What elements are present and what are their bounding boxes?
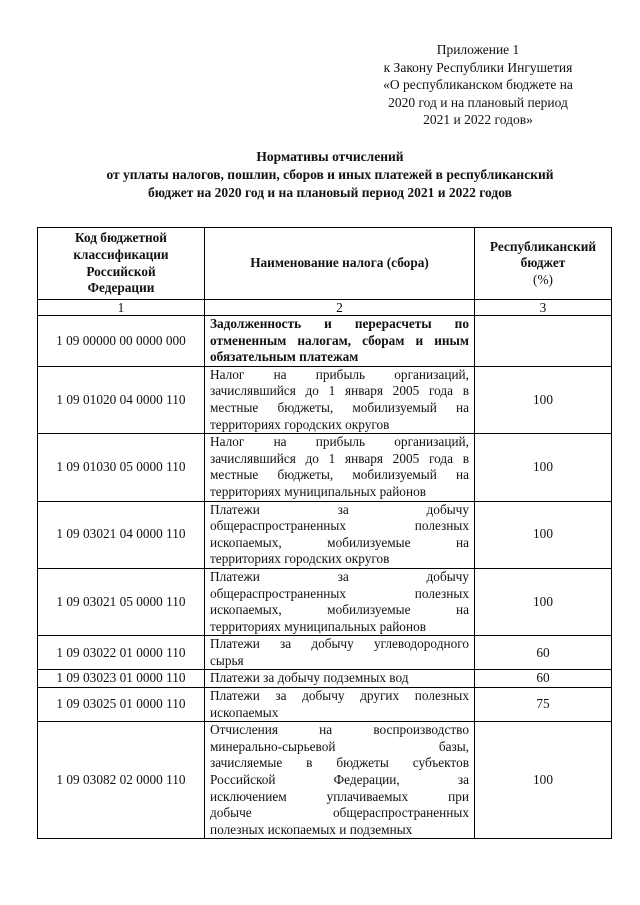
budget-percent: 100: [475, 501, 612, 568]
tax-name-line: территориях муниципальных районов: [210, 483, 427, 499]
tax-name-line: территориях городских округов: [210, 551, 390, 567]
tax-name-line: зачислявшийся до 1 января 2005 года в: [210, 450, 469, 466]
appendix-line: 2020 год и на плановый период: [388, 94, 568, 110]
tax-name: [205, 434, 475, 501]
budget-code: 1 09 03082 02 0000 110: [38, 722, 205, 839]
tax-name-line: Отчисления на воспроизводство: [210, 722, 469, 738]
tax-name-line: Платежи за добычу других полезных: [210, 688, 469, 704]
table-row: [38, 670, 612, 688]
table-header-row: [38, 228, 612, 300]
tax-name-line: территориях муниципальных районов: [210, 618, 427, 634]
tax-name: [205, 568, 475, 635]
budget-percent: 100: [475, 722, 612, 839]
document-title: [30, 148, 630, 202]
budget-code: 1 09 03021 05 0000 110: [38, 568, 205, 635]
budget-percent: 100: [475, 434, 612, 501]
tax-name-line: зачисляемые в бюджеты субъектов: [210, 755, 469, 771]
tax-name: [205, 670, 475, 688]
budget-code: 1 09 03022 01 0000 110: [38, 636, 205, 670]
budget-percent: 60: [475, 636, 612, 670]
header-budget: Республиканский бюджет (%): [475, 228, 612, 300]
appendix-line: «О республиканском бюджете на: [383, 77, 573, 92]
table-row: [38, 688, 612, 722]
budget-percent: 75: [475, 688, 612, 722]
tax-name-line: местные бюджеты, мобилизуемый на: [210, 399, 469, 415]
tax-name-line: отмененным налогам, сборам и иным: [210, 332, 469, 348]
header-name: Наименование налога (сбора): [205, 228, 475, 300]
table-row: [38, 501, 612, 568]
column-number-row: [38, 300, 612, 316]
tax-name-line: ископаемых: [210, 704, 279, 720]
appendix-line: к Закону Республики Ингушетия: [383, 59, 573, 75]
tax-name-line: общераспространенных полезных: [210, 585, 469, 601]
header-unit: (%): [533, 271, 553, 287]
table-row: [38, 568, 612, 635]
column-number: 2: [205, 300, 475, 316]
tax-name: [205, 688, 475, 722]
budget-code: 1 09 03023 01 0000 110: [38, 670, 205, 688]
budget-code: 1 09 03025 01 0000 110: [38, 688, 205, 722]
tax-name-line: Налог на прибыль организаций,: [210, 366, 469, 382]
column-number: 1: [38, 300, 205, 316]
tax-norms-table: [37, 227, 612, 839]
budget-percent: [475, 316, 612, 367]
budget-code: 1 09 01020 04 0000 110: [38, 366, 205, 433]
tax-name-line: обязательным платежам: [210, 349, 359, 365]
table-row: [38, 434, 612, 501]
table-row: [38, 316, 612, 367]
appendix-line: 2021 и 2022 годов»: [423, 112, 533, 127]
appendix-note: [348, 41, 608, 129]
tax-name-line: местные бюджеты, мобилизуемый на: [210, 467, 469, 483]
budget-code: 1 09 03021 04 0000 110: [38, 501, 205, 568]
budget-percent: 100: [475, 568, 612, 635]
table-row: [38, 636, 612, 670]
tax-name-line: Платежи за добычу: [210, 501, 469, 517]
appendix-line: Приложение 1: [436, 42, 520, 57]
budget-percent: 100: [475, 366, 612, 433]
tax-name: [205, 316, 475, 367]
budget-percent: 60: [475, 670, 612, 688]
tax-name-line: Платежи за добычу: [210, 568, 469, 584]
budget-code: 1 09 00000 00 0000 000: [38, 316, 205, 367]
tax-name-line: территориях городских округов: [210, 416, 390, 432]
title-line: бюджет на 2020 год и на плановый период 2021 и 2022 годов: [148, 185, 512, 200]
tax-name: [205, 636, 475, 670]
title-line: Нормативы отчислений: [256, 149, 404, 164]
tax-name-line: Платежи за добычу подземных вод: [210, 670, 409, 686]
tax-name-line: Платежи за добычу углеводородного: [210, 636, 469, 652]
tax-name-line: минерально-сырьевой базы,: [210, 738, 469, 754]
tax-name-line: общераспространенных полезных: [210, 518, 469, 534]
column-number: 3: [475, 300, 612, 316]
tax-name-line: Налог на прибыль организаций,: [210, 434, 469, 450]
title-line: от уплаты налогов, пошлин, сборов и иных платежей в республиканский: [106, 167, 554, 182]
tax-name-line: полезных ископаемых и подземных: [210, 821, 413, 837]
budget-code: 1 09 01030 05 0000 110: [38, 434, 205, 501]
tax-name-line: ископаемых, мобилизуемые на: [210, 602, 469, 618]
tax-name-line: сырья: [210, 652, 244, 668]
tax-name-line: Российской Федерации, за: [210, 772, 469, 788]
tax-name: [205, 722, 475, 839]
table-row: [38, 366, 612, 433]
tax-name: [205, 366, 475, 433]
tax-name-line: добыче общераспространенных: [210, 805, 469, 821]
tax-name-line: Задолженность и перерасчеты по: [210, 316, 469, 331]
tax-name-line: ископаемых, мобилизуемые на: [210, 534, 469, 550]
tax-name: [205, 501, 475, 568]
header-code: Код бюджетной классификации Российской Федерации: [38, 228, 205, 300]
table-row: [38, 722, 612, 839]
tax-name-line: зачислявшийся до 1 января 2005 года в: [210, 383, 469, 399]
tax-name-line: исключением уплачиваемых при: [210, 788, 469, 804]
